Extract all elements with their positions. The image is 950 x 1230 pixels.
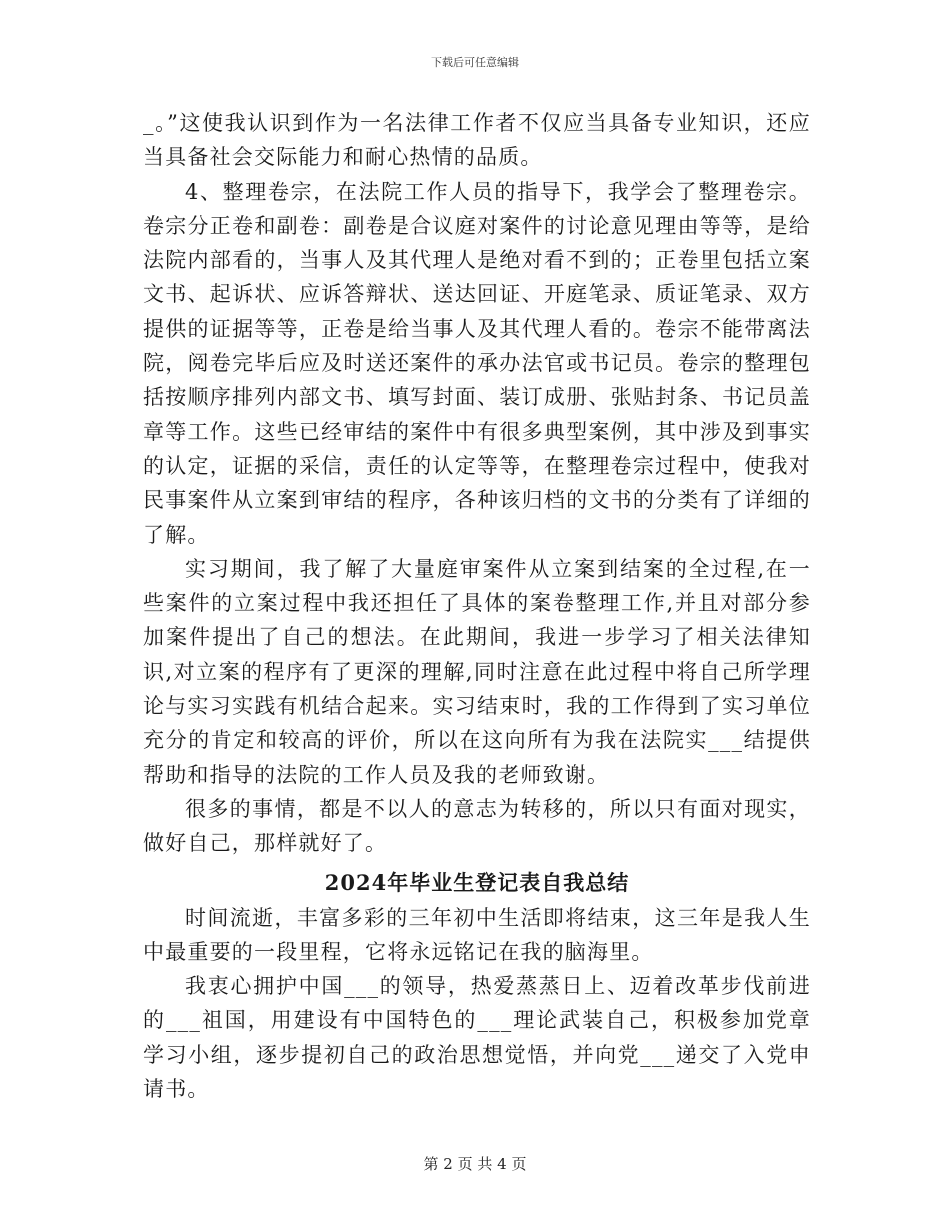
page-number: 第 2 页 共 4 页 xyxy=(423,1155,527,1173)
paragraph-2: 4、整理卷宗，在法院工作人员的指导下，我学会了整理卷宗。卷宗分正卷和副卷：副卷是合议庭对案件的讨论意见理由等等，是给法院内部看的，当事人及其代理人是绝对看不到的；正卷里包括立案文书、起诉状、应诉答辩状、送达回证、开庭笔录、质证笔录、双方提供的证据等等，正卷是给当事人及其代理人看的。卷宗不能带离法院，阅卷完毕后应及时送还案件的承办法官或书记员。卷宗的整理包括按顺序排列内部文书、填写封面、装订成册、张贴封条、书记员盖章等工作。这些已经审结的案件中有很多典型案例，其中涉及到事实的认定，证据的采信，责任的认定等等，在整理卷宗过程中，使我对民事案件从立案到审结的程序，各种该归档的文书的分类有了详细的了解。 xyxy=(143,179,811,547)
page-header-note: 下载后可任意编辑 xyxy=(431,56,519,69)
paragraph-3: 实习期间，我了解了大量庭审案件从立案到结案的全过程,在一些案件的立案过程中我还担任了具体的案卷整理工作,并且对部分参加案件提出了自己的想法。在此期间，我进一步学习了相关法律知识,对立案的程序有了更深的理解,同时注意在此过程中将自己所学理论与实习实践有机结合起来。实习结束时，我的工作得到了实习单位充分的肯定和较高的评价，所以在这向所有为我在法院实___结提供帮助和指导的法院的工作人员及我的老师致谢。 xyxy=(143,556,811,787)
document-body xyxy=(143,106,811,1106)
section-paragraph-1: 时间流逝，丰富多彩的三年初中生活即将结束，这三年是我人生中最重要的一段里程，它将永远铭记在我的脑海里。 xyxy=(143,905,811,964)
paragraph-1: _。”这使我认识到作为一名法律工作者不仅应当具备专业知识，还应当具备社会交际能力和耐心热情的品质。 xyxy=(143,111,811,170)
paragraph-4: 很多的事情，都是不以人的意志为转移的，所以只有面对现实，做好自己，那样就好了。 xyxy=(143,796,811,856)
section-paragraph-2: 我衷心拥护中国___的领导，热爱蒸蒸日上、迈着改革步伐前进的___祖国，用建设有中国特色的___理论武装自己，积极参加党章学习小组，逐步提初自己的政治思想觉悟，并向党___递交了入党申请书。 xyxy=(143,974,811,1102)
section-title: 2024年毕业生登记表自我总结 xyxy=(324,869,630,895)
